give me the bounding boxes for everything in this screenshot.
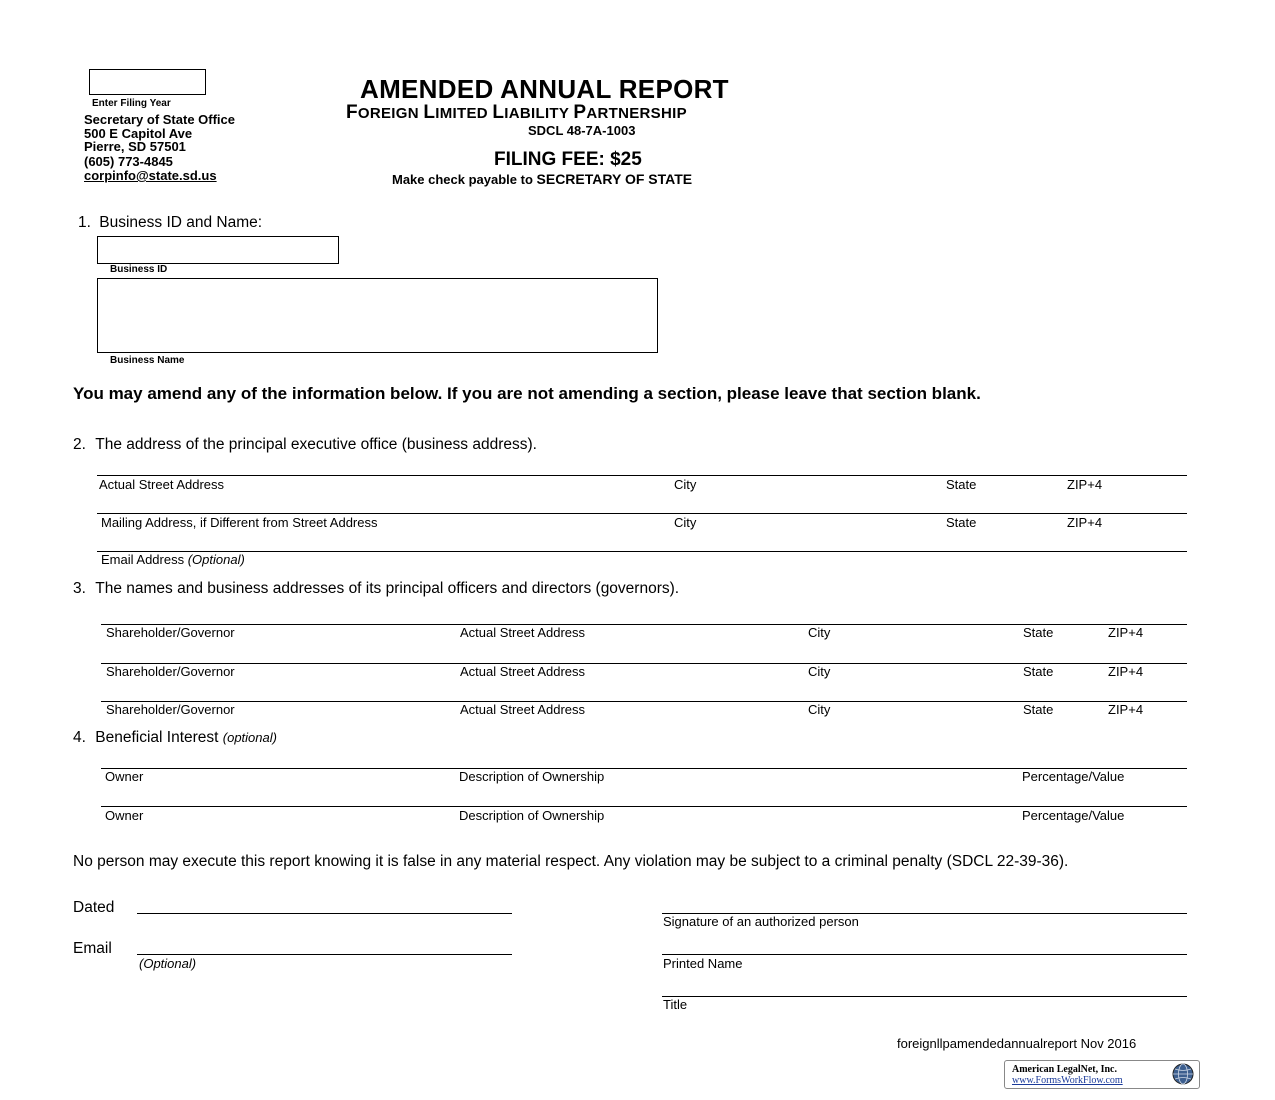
office-name: Secretary of State Office	[84, 112, 236, 127]
section-4-heading	[73, 729, 277, 747]
governor-state-label: State	[1023, 625, 1054, 640]
section-3-label: The names and business addresses of its principal officers and directors (governors).	[95, 580, 680, 597]
zip-label: ZIP+4	[1067, 477, 1103, 492]
email-optional-note: (Optional)	[187, 552, 245, 567]
owner-label: Owner	[105, 769, 144, 784]
ownership-description-label: Description of Ownership	[459, 769, 605, 784]
owner-label: Owner	[105, 808, 144, 823]
penalty-statement: No person may execute this report knowing it is false in any material respect. Any violation may be subject to a criminal penalty (SDCL 22-39-36).	[73, 853, 1069, 870]
state-label: State	[946, 477, 977, 492]
street-address-line[interactable]	[97, 475, 1187, 476]
subtitle-text: IMITED	[435, 105, 493, 122]
subtitle-text: IABILITY	[504, 105, 574, 122]
governor-state-label: State	[1023, 702, 1054, 717]
logo-line-2: www.FormsWorkFlow.com	[1012, 1075, 1123, 1086]
mailing-address-label: Mailing Address, if Different from Street Address	[101, 515, 378, 530]
section-1-label: Business ID and Name:	[99, 214, 263, 231]
owner-line[interactable]	[101, 806, 1187, 807]
governor-label: Shareholder/Governor	[106, 702, 235, 717]
email-address-text: Email Address	[101, 552, 188, 567]
amend-notice: You may amend any of the information below. If you are not amending a section, please leave that section blank.	[73, 384, 981, 403]
office-email-link[interactable]: corpinfo@state.sd.us	[84, 168, 217, 183]
legalnet-logo[interactable]	[1004, 1060, 1200, 1089]
governor-street-label: Actual Street Address	[460, 664, 586, 679]
office-phone: (605) 773-4845	[84, 153, 173, 169]
email-optional-note: (Optional)	[139, 956, 197, 971]
email-address-line[interactable]	[97, 551, 1187, 552]
signature-label: Signature of an authorized person	[663, 914, 859, 929]
page-title: AMENDED ANNUAL REPORT	[360, 74, 729, 104]
governor-label: Shareholder/Governor	[106, 625, 235, 640]
section-2-number: 2.	[73, 436, 86, 453]
filing-fee: FILING FEE: $25	[494, 149, 642, 170]
section-1-number: 1.	[78, 214, 91, 231]
subtitle-text: OREIGN	[357, 105, 424, 122]
printed-name-label: Printed Name	[663, 956, 743, 971]
title-label: Title	[663, 997, 688, 1012]
governor-zip-label: ZIP+4	[1108, 702, 1144, 717]
office-address	[84, 113, 235, 183]
city-label: City	[674, 515, 697, 530]
subtitle-letter: P	[573, 102, 587, 123]
section-3-number: 3.	[73, 580, 86, 597]
page-subtitle	[346, 102, 687, 124]
section-4-optional: (optional)	[222, 730, 277, 745]
office-city: Pierre, SD 57501	[84, 139, 186, 154]
ownership-description-label: Description of Ownership	[459, 808, 605, 823]
logo-line-1: American LegalNet, Inc.	[1012, 1064, 1117, 1075]
governor-street-label: Actual Street Address	[460, 702, 586, 717]
governor-zip-label: ZIP+4	[1108, 664, 1144, 679]
governor-street-label: Actual Street Address	[460, 625, 586, 640]
form-id: foreignllpamendedannualreport Nov 2016	[897, 1036, 1137, 1051]
email-label: Email	[73, 940, 112, 957]
subtitle-letter: L	[423, 102, 436, 123]
street-address-label: Actual Street Address	[99, 477, 225, 492]
business-id-input[interactable]	[97, 236, 339, 264]
governor-city-label: City	[808, 664, 831, 679]
title-line[interactable]	[662, 996, 1187, 997]
section-2-heading	[73, 436, 537, 454]
payable-note	[392, 171, 692, 187]
governor-city-label: City	[808, 702, 831, 717]
globe-icon	[1171, 1062, 1195, 1086]
governor-city-label: City	[808, 625, 831, 640]
office-street: 500 E Capitol Ave	[84, 125, 193, 141]
governor-label: Shareholder/Governor	[106, 664, 235, 679]
printed-name-line[interactable]	[662, 954, 1187, 955]
payable-prefix: Make check payable to	[392, 172, 537, 187]
mailing-address-line[interactable]	[97, 513, 1187, 514]
subtitle-text: ARTNERSHIP	[586, 105, 687, 122]
business-name-caption: Business Name	[110, 355, 185, 366]
filing-year-input[interactable]	[89, 69, 206, 95]
section-4-number: 4.	[73, 729, 86, 746]
section-2-label: The address of the principal executive office (business address).	[95, 436, 537, 453]
email-line[interactable]	[137, 954, 512, 955]
state-label: State	[946, 515, 977, 530]
governor-state-label: State	[1023, 664, 1054, 679]
email-address-label	[101, 552, 245, 567]
business-name-input[interactable]	[97, 278, 658, 353]
percentage-label: Percentage/Value	[1022, 808, 1125, 823]
subtitle-letter: L	[492, 102, 505, 123]
zip-label: ZIP+4	[1067, 515, 1103, 530]
city-label: City	[674, 477, 697, 492]
dated-label: Dated	[73, 899, 115, 916]
payable-to: SECRETARY OF STATE	[536, 171, 693, 187]
business-id-caption: Business ID	[110, 264, 168, 275]
subtitle-letter: F	[346, 102, 358, 123]
section-1-heading	[78, 214, 262, 232]
filing-year-caption: Enter Filing Year	[92, 98, 171, 109]
dated-line[interactable]	[137, 913, 512, 914]
percentage-label: Percentage/Value	[1022, 769, 1125, 784]
statute-ref: SDCL 48-7A-1003	[528, 123, 636, 138]
governor-zip-label: ZIP+4	[1108, 625, 1144, 640]
section-3-heading	[73, 580, 679, 598]
section-4-label: Beneficial Interest	[95, 729, 223, 746]
